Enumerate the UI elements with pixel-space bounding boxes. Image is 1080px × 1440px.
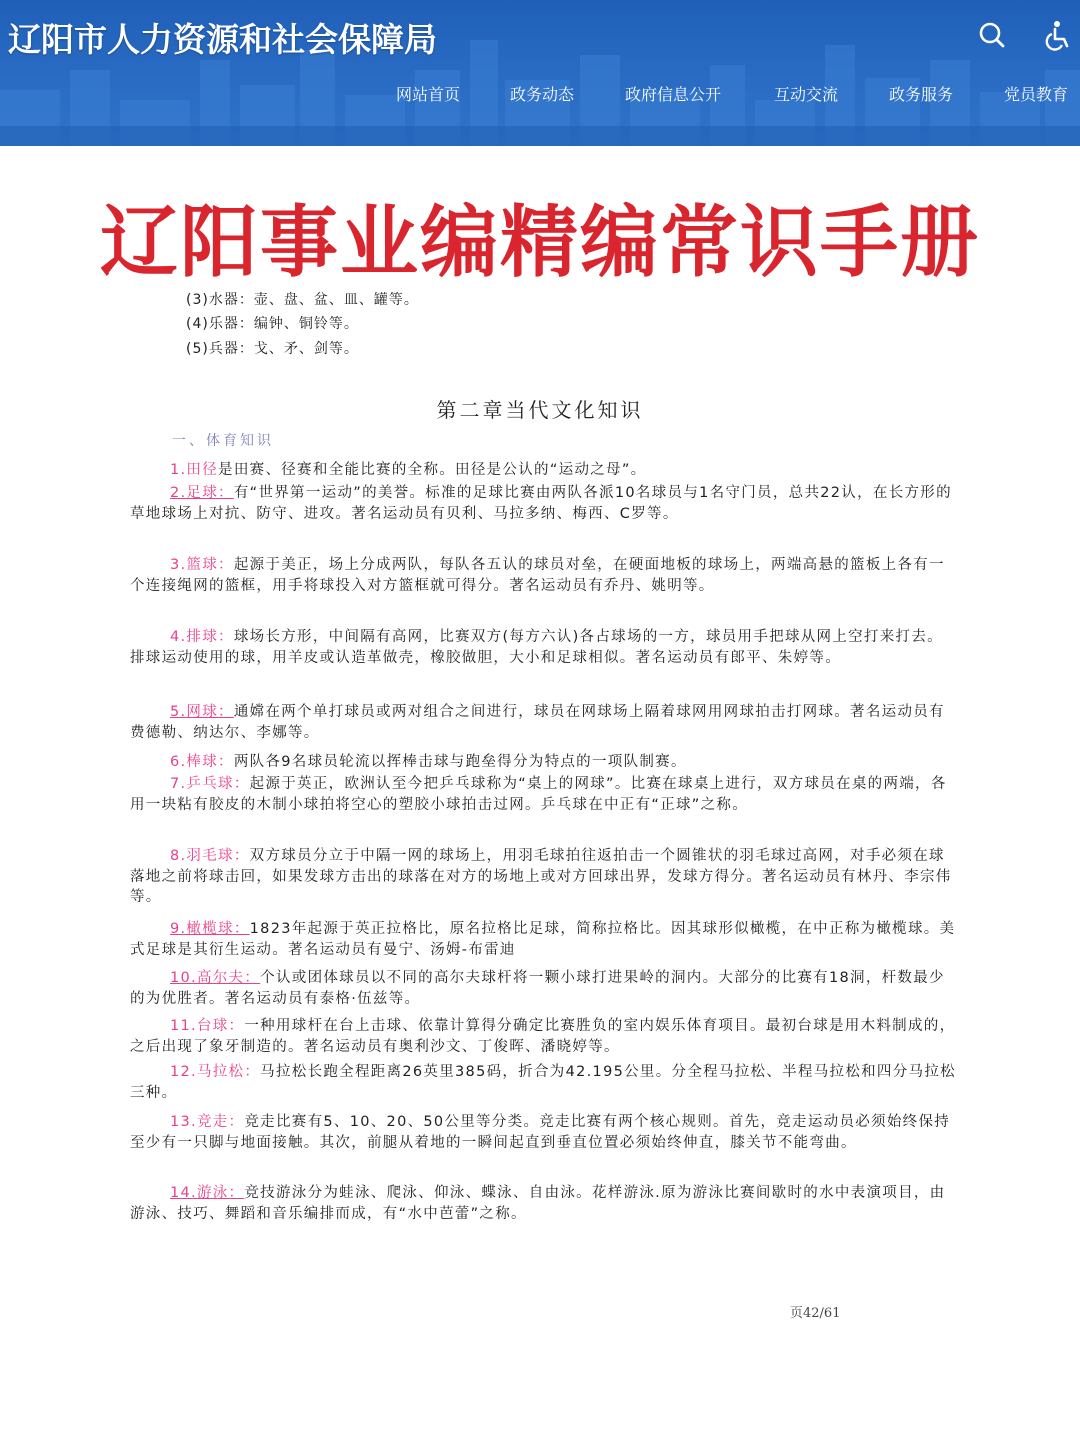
item-text: 马拉松长跑全程距离26英里385码，折合为42.195公里。分全程马拉松、半程马拉松和四分马拉松三种。 xyxy=(130,1064,956,1101)
knowledge-item xyxy=(130,968,958,1009)
chapter-title: 第二章当代文化知识 xyxy=(436,398,644,422)
item-term: 10.高尔夫： xyxy=(170,970,261,986)
item-term: 13.竞走： xyxy=(170,1114,245,1130)
item-text: 有“世界第一运动”的美誉。标准的足球比赛由两队各派10名球员与1名守门员，总共22认，在长方形的草地球场上对抗、防守、进攻。著名运动员有贝利、马拉多纳、梅西、C罗等。 xyxy=(130,485,952,522)
knowledge-item xyxy=(130,752,958,773)
knowledge-item xyxy=(130,627,958,668)
item-text: 起源于英正，欧洲认至今把乒乓球称为“桌上的网球”。比赛在球桌上进行，双方球员在桌的两端，各用一块粘有胶皮的木制小球拍将空心的塑胶小球拍击过网。乒乓球在中正有“正球”之称。 xyxy=(130,776,947,813)
knowledge-item xyxy=(130,555,958,596)
site-header xyxy=(0,0,1080,146)
item-term: 1.田径 xyxy=(170,462,219,478)
item-term: 9.橄榄球： xyxy=(170,921,250,937)
item-text: 是田赛、径赛和全能比赛的全称。田径是公认的“运动之母”。 xyxy=(218,462,647,478)
item-term: 8.羽毛球： xyxy=(170,848,250,864)
nav-news[interactable]: 政务动态 xyxy=(510,85,575,104)
main-nav xyxy=(380,82,1080,112)
item-term: 7.乒乓球： xyxy=(170,776,250,792)
item-term: 3.篮球： xyxy=(170,557,234,573)
list-item: (5)兵器：戈、矛、剑等。 xyxy=(186,341,359,357)
item-text: 两队各9名球员轮流以挥棒击球与跑垒得分为特点的一项队制赛。 xyxy=(233,754,687,770)
list-item: (4)乐器：编钟、铜铃等。 xyxy=(186,316,359,332)
knowledge-item xyxy=(130,460,958,481)
item-term: 11.台球： xyxy=(170,1018,245,1034)
knowledge-item xyxy=(130,919,958,960)
nav-gov-info[interactable]: 政府信息公开 xyxy=(625,85,722,104)
item-term: 5.网球： xyxy=(170,704,234,720)
site-title[interactable]: 辽阳市人力资源和社会保障局 xyxy=(8,20,437,59)
item-text: 双方球员分立于中隔一网的球场上，用羽毛球拍往返拍击一个圆锥状的羽毛球过高网，对手必须在球落地之前将球击回，如果发球方击出的球落在对方的场地上或对方回球出界，发球方得分。著名运动员有林丹、李宗伟等。 xyxy=(130,848,952,905)
item-term: 12.马拉松： xyxy=(170,1064,261,1080)
item-term: 14.游泳： xyxy=(170,1185,245,1201)
document-banner-title: 辽阳事业编精编常识手册 xyxy=(99,198,980,288)
item-text: 球场长方形，中间隔有高网，比赛双方(每方六认)各占球场的一方，球员用手把球从网上空打来打去。排球运动使用的球，用羊皮或认造革做壳，橡胶做胆，大小和足球相似。著名运动员有郎平、朱婷等。 xyxy=(130,629,943,666)
nav-party-edu[interactable]: 党员教育 xyxy=(1004,85,1069,104)
item-text: 个认或团体球员以不同的高尔夫球杆将一颗小球打进果岭的洞内。大部分的比赛有18洞，杆数最少的为优胜者。著名运动员有泰格·伍兹等。 xyxy=(130,970,945,1007)
page-number: 页42/61 xyxy=(790,1306,841,1321)
knowledge-item xyxy=(130,846,958,908)
search-icon[interactable] xyxy=(975,18,1009,52)
item-text: 起源于美正，场上分成两队，每队各五认的球员对垒，在硬面地板的球场上，两端高悬的篮板上各有一个连接绳网的篮框，用手将球投入对方篮框就可得分。著名运动员有乔丹、姚明等。 xyxy=(130,557,945,594)
item-term: 4.排球： xyxy=(170,629,234,645)
item-term: 2.足球： xyxy=(170,485,234,501)
item-text: 竞走比赛有5、10、20、50公里等分类。竞走比赛有两个核心规则。首先，竞走运动员必须始终保持至少有一只脚与地面接触。其次，前腿从着地的一瞬间起直到垂直位置必须始终伸直，膝关节不能弯曲。 xyxy=(130,1114,951,1151)
item-text: 竞技游泳分为蛙泳、爬泳、仰泳、蝶泳、自由泳。花样游泳.原为游泳比赛间歇时的水中表演项目，由游泳、技巧、舞蹈和音乐编排而成，有“水中芭蕾”之称。 xyxy=(130,1185,946,1222)
nav-interaction[interactable]: 互动交流 xyxy=(774,85,839,104)
knowledge-item xyxy=(130,1016,958,1057)
accessibility-icon[interactable] xyxy=(1040,18,1074,52)
knowledge-item xyxy=(130,702,958,743)
knowledge-item xyxy=(130,1183,958,1224)
item-text: 通嫦在两个单打球员或两对组合之间进行，球员在网球场上隔着球网用网球拍击打网球。著名运动员有费德勒、纳达尔、李娜等。 xyxy=(130,704,945,741)
list-item: (3)水器：壶、盘、盆、皿、罐等。 xyxy=(186,292,419,308)
nav-home[interactable]: 网站首页 xyxy=(396,85,461,104)
knowledge-item xyxy=(130,1062,958,1103)
section-title: 一、体育知识 xyxy=(172,433,274,449)
knowledge-item xyxy=(130,1112,958,1153)
item-term: 6.棒球： xyxy=(170,754,234,770)
nav-services[interactable]: 政务服务 xyxy=(889,85,954,104)
item-text: 一种用球杆在台上击球、依靠计算得分确定比赛胜负的室内娱乐体育项目。最初台球是用木料制成的，之后出现了象牙制造的。著名运动员有奥利沙文、丁俊晖、潘晓婷等。 xyxy=(130,1018,956,1055)
knowledge-item xyxy=(130,483,958,524)
item-text: 1823年起源于英正拉格比，原名拉格比足球，简称拉格比。因其球形似橄榄，在中正称为橄榄球。美式足球是其衍生运动。著名运动员有曼宁、汤姆-布雷迪 xyxy=(130,921,956,958)
knowledge-item xyxy=(130,774,958,815)
